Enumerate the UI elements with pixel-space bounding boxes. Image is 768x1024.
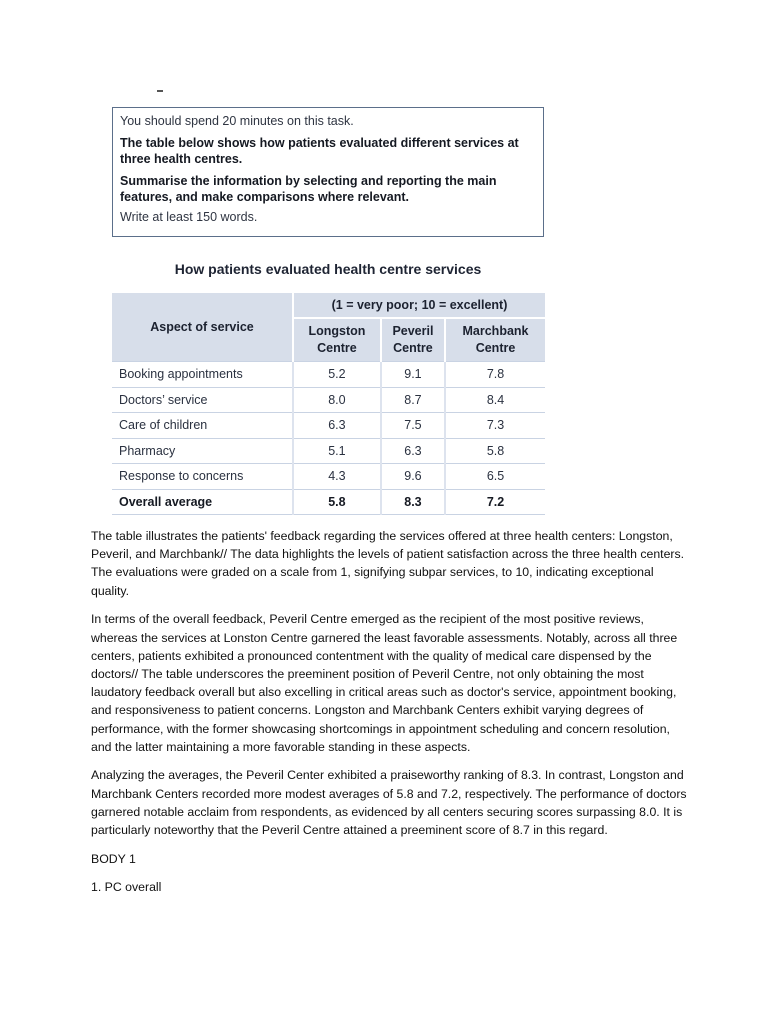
- row-label: Overall average: [112, 489, 293, 515]
- centre-suffix: Centre: [475, 341, 516, 355]
- table-row: [112, 464, 545, 490]
- scan-artifact: [157, 90, 163, 92]
- cell-value: 7.5: [381, 413, 445, 439]
- cell-value: 8.7: [381, 387, 445, 413]
- cell-value: 8.0: [293, 387, 381, 413]
- centre-header-peveril: [381, 318, 445, 362]
- centre-header-longston: [293, 318, 381, 362]
- table-title: How patients evaluated health centre services: [174, 261, 482, 277]
- centre-name: Longston: [308, 324, 366, 338]
- table-row: [112, 413, 545, 439]
- cell-value: 6.3: [293, 413, 381, 439]
- cell-value: 7.8: [445, 362, 545, 388]
- table-row-overall-average: [112, 489, 545, 515]
- cell-value: 8.3: [381, 489, 445, 515]
- centre-suffix: Centre: [393, 341, 433, 355]
- intro-paragraph: The table illustrates the patients' feedback regarding the services offered at three health centers: Longston, Peveril, and Marchbank// The data highlights the levels of patient satisfaction across the three health centers. The evaluations were graded on a scale from 1, signifying subpar services, to 10, indicating exceptional quality.: [91, 529, 685, 598]
- cell-value: 4.3: [293, 464, 381, 490]
- task-word-count: Write at least 150 words.: [120, 210, 258, 224]
- cell-value: 7.2: [445, 489, 545, 515]
- centre-suffix: Centre: [317, 341, 357, 355]
- cell-value: 7.3: [445, 413, 545, 439]
- cell-value: 9.1: [381, 362, 445, 388]
- essay-body: [91, 527, 691, 907]
- cell-value: 8.4: [445, 387, 545, 413]
- aspect-header: Aspect of service: [112, 293, 293, 362]
- evaluation-table: [112, 293, 545, 515]
- task-description: The table below shows how patients evaluated different services at three health centres.: [120, 136, 519, 166]
- scale-header: (1 = very poor; 10 = excellent): [293, 293, 545, 318]
- centre-header-marchbank: [445, 318, 545, 362]
- table-header-row-1: [112, 293, 545, 318]
- task-time-line: You should spend 20 minutes on this task.: [120, 114, 354, 128]
- averages-paragraph: Analyzing the averages, the Peveril Center exhibited a praiseworthy ranking of 8.3. In contrast, Longston and Marchbank Centers recorded more modest averages of 5.8 and 7.2, respectively. The performance of doctors garnered notable acclaim from respondents, as evidenced by all centers securing scores surpassing 8.0. It is particularly noteworthy that the Peveril Centre attained a preeminent score of 8.7 in this regard.: [91, 768, 687, 838]
- outline-item: 1. PC overall: [91, 880, 162, 895]
- table-row: [112, 362, 545, 388]
- section-heading: BODY 1: [91, 851, 136, 866]
- centre-name: Peveril: [392, 324, 434, 338]
- cell-value: 9.6: [381, 464, 445, 490]
- row-label: Booking appointments: [112, 362, 293, 388]
- table-row: [112, 438, 545, 464]
- cell-value: 6.5: [445, 464, 545, 490]
- cell-value: 5.8: [445, 438, 545, 464]
- row-label: Pharmacy: [112, 438, 293, 464]
- row-label: Doctors’ service: [112, 387, 293, 413]
- centre-name: Marchbank: [462, 324, 529, 338]
- cell-value: 5.1: [293, 438, 381, 464]
- cell-value: 5.8: [293, 489, 381, 515]
- cell-value: 5.2: [293, 362, 381, 388]
- table-row: [112, 387, 545, 413]
- task-instructions-box: [112, 107, 544, 237]
- task-instruction: Summarise the information by selecting and reporting the main features, and make comparisons where relevant.: [120, 174, 497, 204]
- cell-value: 6.3: [381, 438, 445, 464]
- row-label: Response to concerns: [112, 464, 293, 490]
- row-label: Care of children: [112, 413, 293, 439]
- overview-paragraph: In terms of the overall feedback, Peveril Centre emerged as the recipient of the most positive reviews, whereas the services at Lonston Centre garnered the least favorable assessments. Notably, across all three centers, patients exhibited a pronounced contentment with the quality of medical care dispensed by the doctors// The table underscores the preeminent position of Peveril Centre, not only obtaining the most laudatory feedback overall but also excelling in critical areas such as doctor's service, appointment booking, and responsiveness to patient concerns. Longston and Marchbank Centers exhibit varying degrees of performance, with the former showcasing shortcomings in appointment scheduling and concern resolution, and the latter maintaining a more favorable standing in these aspects.: [91, 612, 678, 754]
